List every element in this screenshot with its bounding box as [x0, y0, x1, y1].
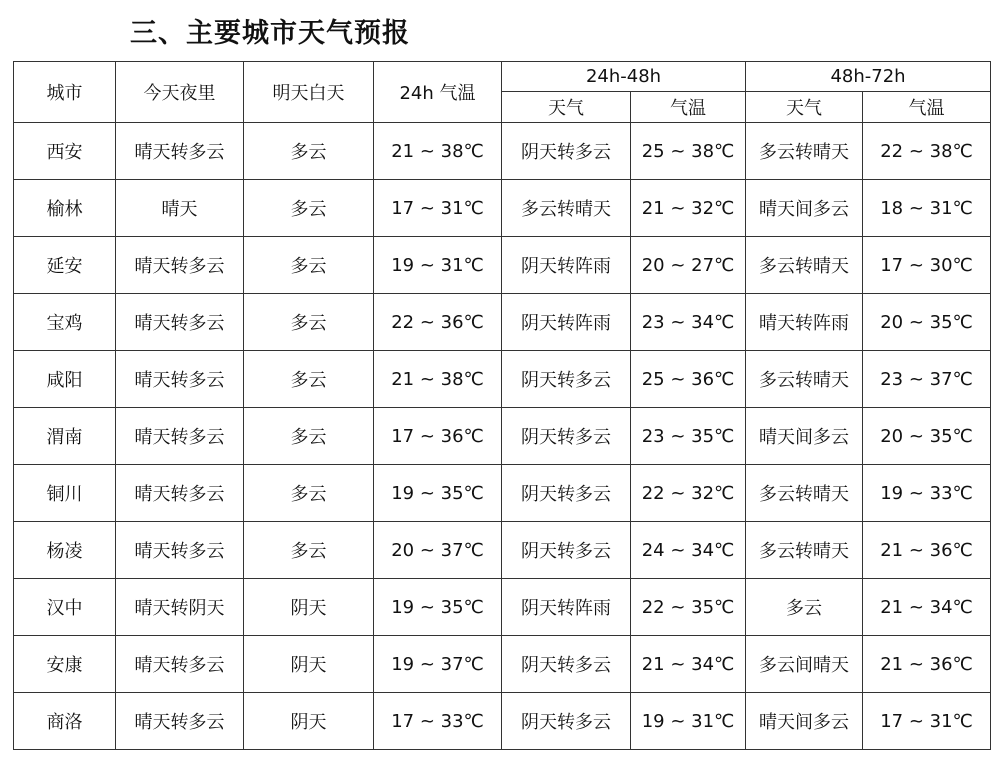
city-cell: 商洛 — [14, 693, 116, 750]
table-row — [14, 294, 991, 351]
header-temp-24h: 24h 气温 — [374, 62, 502, 123]
header-tomorrow-day: 明天白天 — [244, 62, 374, 123]
weather-24-48-cell: 阴天转多云 — [502, 123, 631, 180]
tonight-cell: 晴天转多云 — [116, 465, 244, 522]
table-row — [14, 408, 991, 465]
weather-48-72-cell: 晴天间多云 — [746, 693, 863, 750]
header-temp-48-72: 气温 — [863, 92, 991, 123]
temp-48-72-cell: 22 ~ 38℃ — [863, 123, 991, 180]
city-cell: 西安 — [14, 123, 116, 180]
temp-48-72-cell: 19 ~ 33℃ — [863, 465, 991, 522]
city-cell: 延安 — [14, 237, 116, 294]
table-row — [14, 465, 991, 522]
weather-48-72-cell: 多云 — [746, 579, 863, 636]
tomorrow-day-cell: 阴天 — [244, 636, 374, 693]
weather-24-48-cell: 阴天转阵雨 — [502, 237, 631, 294]
header-group-24-48: 24h-48h — [502, 62, 746, 92]
tonight-cell: 晴天转多云 — [116, 522, 244, 579]
tonight-cell: 晴天 — [116, 180, 244, 237]
tomorrow-day-cell: 阴天 — [244, 579, 374, 636]
temp-24h-cell: 20 ~ 37℃ — [374, 522, 502, 579]
temp-24h-cell: 17 ~ 33℃ — [374, 693, 502, 750]
page-title: 三、主要城市天气预报 — [130, 18, 410, 49]
city-cell: 安康 — [14, 636, 116, 693]
temp-24-48-cell: 23 ~ 35℃ — [631, 408, 746, 465]
weather-48-72-cell: 多云转晴天 — [746, 465, 863, 522]
city-cell: 杨凌 — [14, 522, 116, 579]
city-cell: 铜川 — [14, 465, 116, 522]
table-row — [14, 351, 991, 408]
temp-24-48-cell: 20 ~ 27℃ — [631, 237, 746, 294]
table-row — [14, 522, 991, 579]
header-city: 城市 — [14, 62, 116, 123]
table-row — [14, 693, 991, 750]
temp-48-72-cell: 18 ~ 31℃ — [863, 180, 991, 237]
table-row — [14, 123, 991, 180]
weather-24-48-cell: 阴天转多云 — [502, 408, 631, 465]
tomorrow-day-cell: 阴天 — [244, 693, 374, 750]
weather-48-72-cell: 多云间晴天 — [746, 636, 863, 693]
weather-24-48-cell: 阴天转多云 — [502, 522, 631, 579]
header-temp-24-48: 气温 — [631, 92, 746, 123]
temp-24-48-cell: 22 ~ 35℃ — [631, 579, 746, 636]
table-row — [14, 579, 991, 636]
temp-48-72-cell: 21 ~ 34℃ — [863, 579, 991, 636]
city-forecast-table — [13, 61, 991, 750]
city-cell: 宝鸡 — [14, 294, 116, 351]
tomorrow-day-cell: 多云 — [244, 408, 374, 465]
weather-48-72-cell: 晴天间多云 — [746, 408, 863, 465]
header-tonight: 今天夜里 — [116, 62, 244, 123]
temp-24-48-cell: 24 ~ 34℃ — [631, 522, 746, 579]
weather-24-48-cell: 阴天转阵雨 — [502, 579, 631, 636]
table-row — [14, 636, 991, 693]
tonight-cell: 晴天转多云 — [116, 408, 244, 465]
temp-48-72-cell: 21 ~ 36℃ — [863, 522, 991, 579]
city-cell: 汉中 — [14, 579, 116, 636]
temp-24h-cell: 19 ~ 31℃ — [374, 237, 502, 294]
city-cell: 渭南 — [14, 408, 116, 465]
tomorrow-day-cell: 多云 — [244, 123, 374, 180]
header-weather-48-72: 天气 — [746, 92, 863, 123]
weather-24-48-cell: 多云转晴天 — [502, 180, 631, 237]
temp-24-48-cell: 21 ~ 34℃ — [631, 636, 746, 693]
temp-24h-cell: 19 ~ 35℃ — [374, 579, 502, 636]
tonight-cell: 晴天转多云 — [116, 636, 244, 693]
weather-48-72-cell: 多云转晴天 — [746, 237, 863, 294]
header-row-top — [14, 62, 991, 92]
temp-24-48-cell: 25 ~ 38℃ — [631, 123, 746, 180]
temp-24h-cell: 22 ~ 36℃ — [374, 294, 502, 351]
table-row — [14, 180, 991, 237]
temp-24h-cell: 21 ~ 38℃ — [374, 351, 502, 408]
weather-48-72-cell: 多云转晴天 — [746, 351, 863, 408]
weather-24-48-cell: 阴天转多云 — [502, 636, 631, 693]
tonight-cell: 晴天转多云 — [116, 123, 244, 180]
city-cell: 榆林 — [14, 180, 116, 237]
header-weather-24-48: 天气 — [502, 92, 631, 123]
tonight-cell: 晴天转多云 — [116, 351, 244, 408]
temp-48-72-cell: 20 ~ 35℃ — [863, 408, 991, 465]
weather-48-72-cell: 晴天转阵雨 — [746, 294, 863, 351]
temp-24-48-cell: 22 ~ 32℃ — [631, 465, 746, 522]
header-group-48-72: 48h-72h — [746, 62, 991, 92]
temp-48-72-cell: 21 ~ 36℃ — [863, 636, 991, 693]
tonight-cell: 晴天转多云 — [116, 237, 244, 294]
temp-24-48-cell: 23 ~ 34℃ — [631, 294, 746, 351]
temp-24h-cell: 21 ~ 38℃ — [374, 123, 502, 180]
weather-48-72-cell: 多云转晴天 — [746, 522, 863, 579]
forecast-body — [14, 123, 991, 750]
temp-24h-cell: 17 ~ 31℃ — [374, 180, 502, 237]
tomorrow-day-cell: 多云 — [244, 237, 374, 294]
tomorrow-day-cell: 多云 — [244, 465, 374, 522]
tonight-cell: 晴天转多云 — [116, 693, 244, 750]
temp-48-72-cell: 23 ~ 37℃ — [863, 351, 991, 408]
tomorrow-day-cell: 多云 — [244, 294, 374, 351]
temp-24h-cell: 19 ~ 37℃ — [374, 636, 502, 693]
temp-24h-cell: 19 ~ 35℃ — [374, 465, 502, 522]
temp-24h-cell: 17 ~ 36℃ — [374, 408, 502, 465]
temp-24-48-cell: 25 ~ 36℃ — [631, 351, 746, 408]
weather-48-72-cell: 晴天间多云 — [746, 180, 863, 237]
temp-48-72-cell: 17 ~ 30℃ — [863, 237, 991, 294]
weather-24-48-cell: 阴天转多云 — [502, 465, 631, 522]
temp-48-72-cell: 20 ~ 35℃ — [863, 294, 991, 351]
tonight-cell: 晴天转多云 — [116, 294, 244, 351]
weather-48-72-cell: 多云转晴天 — [746, 123, 863, 180]
temp-24-48-cell: 21 ~ 32℃ — [631, 180, 746, 237]
tonight-cell: 晴天转阴天 — [116, 579, 244, 636]
weather-24-48-cell: 阴天转阵雨 — [502, 294, 631, 351]
city-cell: 咸阳 — [14, 351, 116, 408]
tomorrow-day-cell: 多云 — [244, 522, 374, 579]
temp-48-72-cell: 17 ~ 31℃ — [863, 693, 991, 750]
table-row — [14, 237, 991, 294]
weather-24-48-cell: 阴天转多云 — [502, 351, 631, 408]
temp-24-48-cell: 19 ~ 31℃ — [631, 693, 746, 750]
tomorrow-day-cell: 多云 — [244, 351, 374, 408]
weather-24-48-cell: 阴天转多云 — [502, 693, 631, 750]
tomorrow-day-cell: 多云 — [244, 180, 374, 237]
